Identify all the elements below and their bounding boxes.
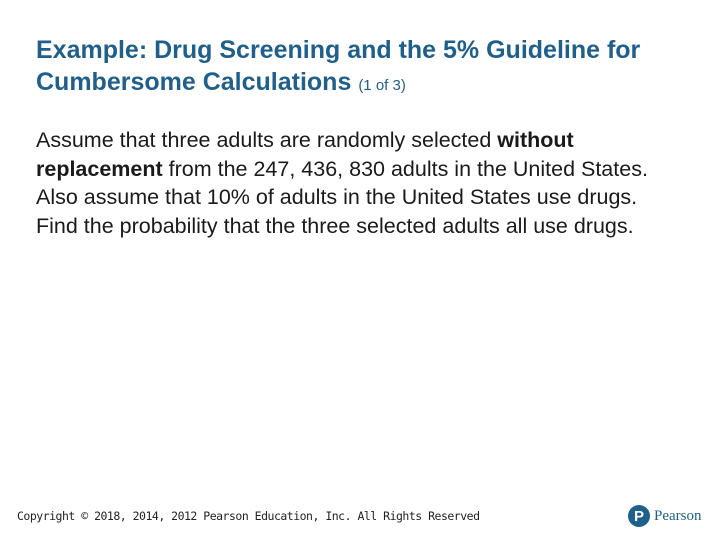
slide-body — [36, 126, 656, 240]
slide-title — [36, 34, 696, 102]
body-text-bold: without replacement — [36, 128, 574, 181]
pearson-logo — [628, 505, 702, 527]
copyright-notice: Copyright © 2018, 2014, 2012 Pearson Education, Inc. All Rights Reserved — [17, 509, 480, 523]
slide-title-suffix: (1 of 3) — [358, 77, 406, 94]
body-text-part1: Assume that three adults are randomly selected — [36, 128, 498, 152]
pearson-logo-text: Pearson — [654, 507, 702, 524]
pearson-logo-icon: P — [628, 505, 650, 527]
body-text-part2: from the 247, 436, 830 adults in the United States. Also assume that 10% of adults in the United States use drugs. Find the probability that the three selected adults all use drugs. — [36, 156, 648, 238]
slide-title-text: Example: Drug Screening and the 5% Guideline for Cumbersome Calculations — [36, 36, 641, 96]
